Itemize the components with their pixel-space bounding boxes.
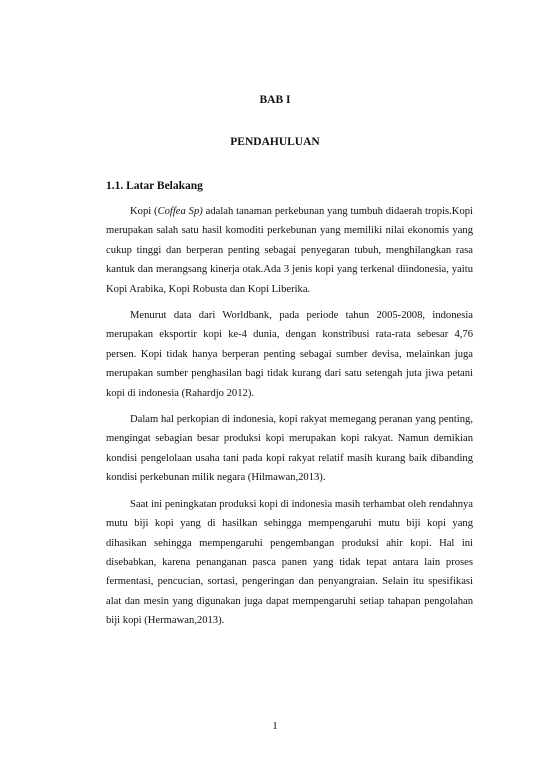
paragraph-1-lead: Kopi ( [130,206,158,217]
paragraph-3: Dalam hal perkopian di indonesia, kopi rakyat memegang peranan yang penting, mengingat sebagian besar produksi kopi merupakan kopi rakyat. Namun demikian kondisi pengelolaan usaha tani pada kopi rakyat relatif masih kurang baik dibanding kondisi perkebunan milik negara (Hilmawan,2013). [106,414,473,484]
paragraph-2: Menurut data dari Worldbank, pada periode tahun 2005-2008, indonesia merupakan eksportir kopi ke-4 dunia, dengan konstribusi rata-rata sebesar 4,76 persen. Kopi tidak hanya berperan penting sebagai sumber devisa, melainkan juga merupakan sumber penghasilan bagi tidak kurang dari satu setengah juta jiwa petani kopi di indonesia (Rahardjo 2012). [106,310,473,399]
chapter-title: PENDAHULUAN [230,136,320,148]
section-heading: 1.1. Latar Belakang [106,180,203,192]
body-text [106,202,473,638]
paragraph-1-rest: adalah tanaman perkebunan yang tumbuh didaerah tropis.Kopi merupakan salah satu hasil komoditi perkebunan yang memiliki nilai ekonomis yang cukup tinggi dan berperan penting sebagai penyegaran tubuh, menghilangkan rasa kantuk dan merangsang kinerja otak.Ada 3 jenis kopi yang terkenal diindonesia, yaitu Kopi Arabika, Kopi Robusta dan Kopi Liberika. [106,206,473,295]
chapter-label: BAB I [259,94,291,106]
paragraph-1 [106,202,473,299]
page-number: 1 [272,720,278,732]
paragraph-4: Saat ini peningkatan produksi kopi di indonesia masih terhambat oleh rendahnya mutu biji kopi yang di hasilkan sehingga mempengaruhi mutu biji kopi yang dihasikan sehingga mempengaruhi pengembangan produksi ahir kopi. Hal ini disebabkan, karena penanganan pasca panen yang tidak tepat antara lain proses fermentasi, pencucian, sortasi, pengeringan dan penyangraian. Selain itu spesifikasi alat dan mesin yang digunakan juga dapat mempengaruhi setiap tahapan pengolahan biji kopi (Hermawan,2013). [106,498,473,627]
paragraph-1-scientific-name: Coffea Sp) [157,206,203,217]
